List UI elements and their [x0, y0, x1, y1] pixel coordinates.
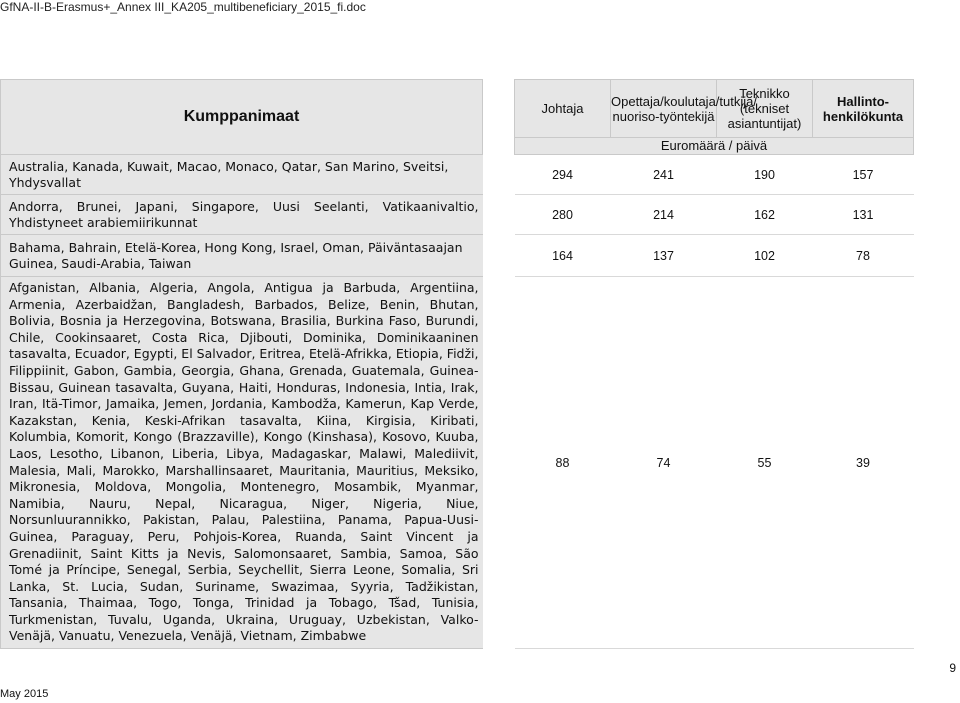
- col-header-teacher: [611, 80, 757, 138]
- page-number: 9: [949, 661, 956, 675]
- footer-date: May 2015: [0, 688, 49, 700]
- gap-cell: [483, 277, 515, 649]
- rate-leader: 280: [515, 195, 611, 235]
- rate-teacher: 214: [611, 195, 717, 235]
- rate-admin: 157: [813, 155, 914, 195]
- country-list: Australia, Kanada, Kuwait, Macao, Monaco, Qatar, San Marino, Sveitsi, Yhdysvallat: [1, 155, 483, 195]
- rate-technician: 190: [717, 155, 813, 195]
- table-row: [1, 155, 914, 195]
- gap-cell: [483, 80, 515, 155]
- partners-header: Kumppanimaat: [1, 80, 483, 155]
- rate-technician: 162: [717, 195, 813, 235]
- gap-cell: [483, 235, 515, 277]
- rate-teacher: 74: [611, 277, 717, 649]
- table-row: [1, 235, 914, 277]
- rates-table: [0, 79, 914, 649]
- table-row: [1, 277, 914, 649]
- country-list: Andorra, Brunei, Japani, Singapore, Uusi Seelanti, Vatikaanivaltio, Yhdistyneet arabiemiirikunnat: [1, 195, 483, 235]
- gap-cell: [483, 195, 515, 235]
- col-header-leader: Johtaja: [515, 80, 611, 138]
- rate-admin: 78: [813, 235, 914, 277]
- rate-admin: 39: [813, 277, 914, 649]
- currency-label: Euromäärä / päivä: [515, 138, 914, 155]
- table-header-row: [1, 80, 914, 138]
- rate-leader: 88: [515, 277, 611, 649]
- rate-leader: 164: [515, 235, 611, 277]
- country-list: Bahama, Bahrain, Etelä-Korea, Hong Kong, Israel, Oman, Päiväntasaajan Guinea, Saudi-Arabia, Taiwan: [1, 235, 483, 277]
- rate-admin: 131: [813, 195, 914, 235]
- rate-teacher: 137: [611, 235, 717, 277]
- rate-technician: 102: [717, 235, 813, 277]
- col-header-technician: Teknikko (tekniset asiantuntijat): [717, 80, 813, 138]
- rate-leader: 294: [515, 155, 611, 195]
- country-list: Afganistan, Albania, Algeria, Angola, Antigua ja Barbuda, Argentiina, Armenia, Azerbaidžan, Bangladesh, Barbados, Belize, Benin, Bhutan, Bolivia, Bosnia ja Herzegovina, Botswana, Brasilia, Burkina Faso, Burundi, Chile, Cookinsaaret, Costa Rica, Djibouti, Dominika, Dominikaaninen tasavalta, Ecuador, Egypti, El Salvador, Eritrea, Etelä-Afrikka, Etiopia, Fidži, Filippiinit, Gabon, Gambia, Georgia, Ghana, Grenada, Guatemala, Guinea-Bissau, Guinean tasavalta, Guyana, Haiti, Honduras, Indonesia, Intia, Irak, Iran, Itä-Timor, Jamaika, Jemen, Jordania, Kambodža, Kamerun, Kap Verde, Kazakstan, Kenia, Keski-Afrikan tasavalta, Kiina, Kirgisia, Kiribati, Kolumbia, Komorit, Kongo (Brazzaville), Kongo (Kinshasa), Kosovo, Kuuba, Laos, Lesotho, Libanon, Liberia, Libya, Madagaskar, Malawi, Malediivit, Malesia, Mali, Marokko, Marshallinsaaret, Mauritania, Mauritius, Meksiko, Mikronesia, Moldova, Mongolia, Montenegro, Mosambik, Myanmar, Namibia, Nauru, Nepal, Nicaragua, Niger, Nigeria, Niue, Norsunluurannikko, Pakistan, Palau, Palestiina, Panama, Papua-Uusi-Guinea, Paraguay, Peru, Pohjois-Korea, Ruanda, Saint Vincent ja Grenadiinit, Saint Kitts ja Nevis, Salomonsaaret, Sambia, Samoa, São Tomé ja Príncipe, Senegal, Serbia, Seychellit, Sierra Leone, Somalia, Sri Lanka, St. Lucia, Sudan, Suriname, Swazimaa, Syyria, Tadžikistan, Tansania, Thaimaa, Togo, Tonga, Trinidad ja Tobago, Tšad, Tunisia, Turkmenistan, Tuvalu, Uganda, Ukraina, Uruguay, Uzbekistan, Valko-Venäjä, Vanuatu, Venezuela, Venäjä, Vietnam, Zimbabwe: [1, 277, 483, 649]
- table-row: [1, 195, 914, 235]
- document-title: GfNA-II-B-Erasmus+_Annex III_KA205_multibeneficiary_2015_fi.doc: [0, 0, 366, 14]
- col-header-teacher-text: Opettaja/koulutaja/tutkija/ nuoriso-työntekijä: [611, 93, 757, 124]
- gap-cell: [483, 155, 515, 195]
- rate-teacher: 241: [611, 155, 717, 195]
- col-header-admin: Hallinto-henkilökunta: [813, 80, 914, 138]
- rate-technician: 55: [717, 277, 813, 649]
